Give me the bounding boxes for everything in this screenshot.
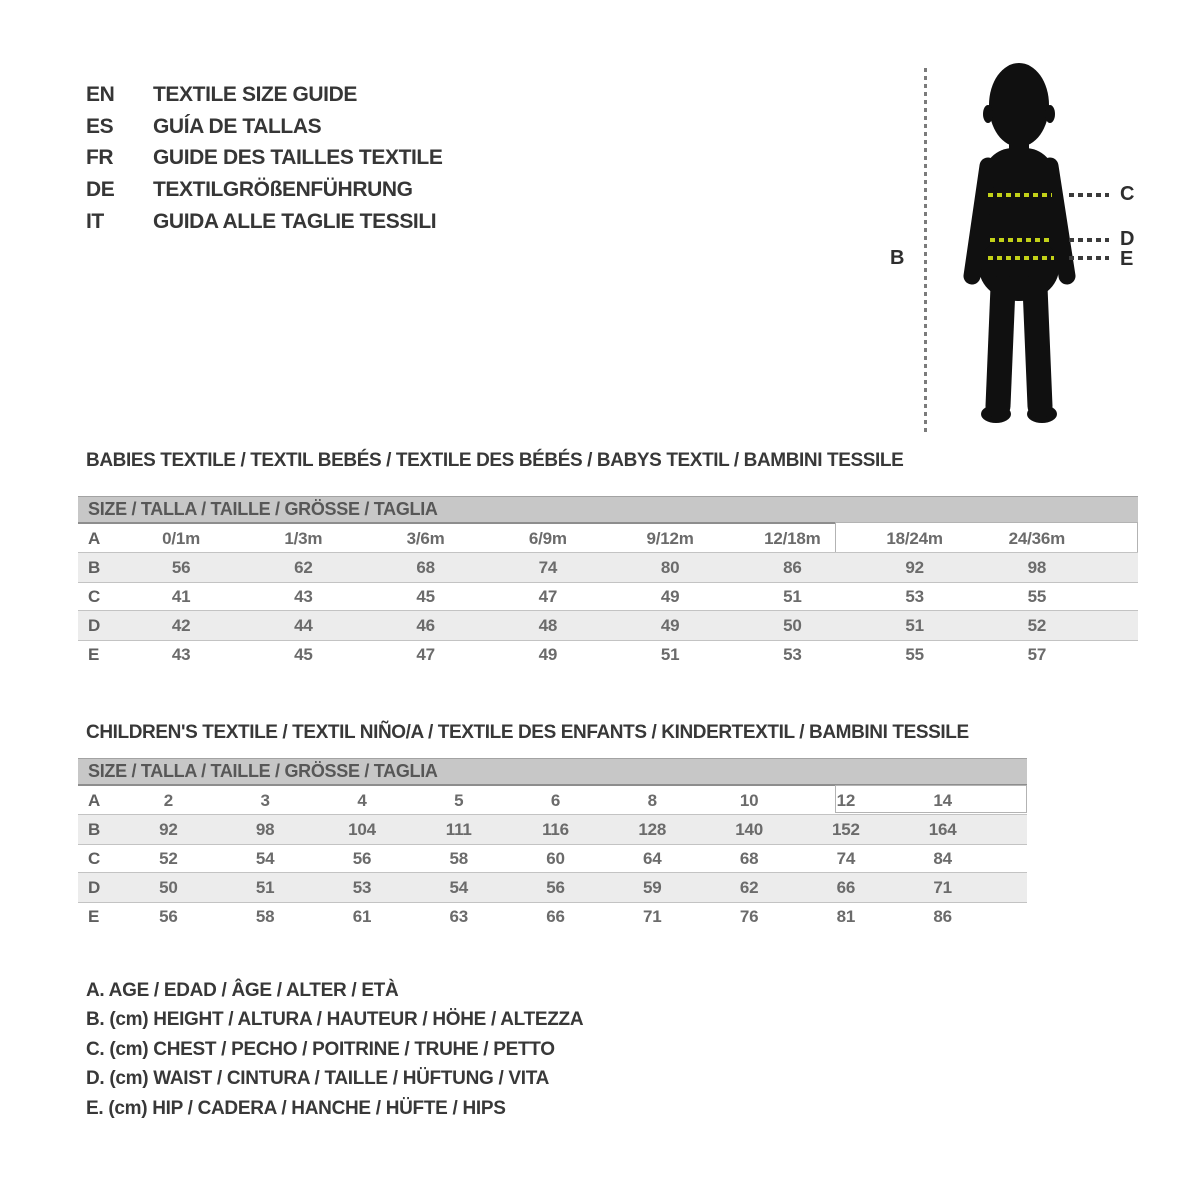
row-label: E [88,906,100,926]
table-cell: 71 [933,877,952,897]
table-cell: 41 [171,586,191,606]
row-label: B [88,557,101,577]
table-cell: 61 [352,906,372,926]
table-cell: 45 [294,644,313,664]
table-cell: 3/6m [406,528,445,548]
height-label: B [890,247,905,269]
row-label: D [88,877,101,897]
table-cell: 56 [352,848,372,868]
table-cell: 43 [294,586,313,606]
legend-item-hip: E. (cm) HIP / CADERA / HANCHE / HÜFTE / HIPS [86,1097,506,1119]
table-cell: 86 [933,906,952,926]
table-cell: 50 [783,615,802,635]
row-label: A [88,528,101,548]
table-cell: 47 [416,644,435,664]
table-cell: 6 [550,790,561,810]
table-cell: 54 [449,877,468,897]
table-cell: 62 [739,877,759,897]
table-cell: 49 [660,615,680,635]
table-cell: 58 [255,906,275,926]
table-cell: 12 [836,790,856,810]
legend-item-chest: C. (cm) CHEST / PECHO / POITRINE / TRUHE / PETTO [86,1038,555,1060]
language-row [86,143,442,175]
table-cell: 44 [294,615,313,635]
table-cell: 51 [783,586,802,606]
table-cell: 49 [538,644,558,664]
table-cell: 57 [1027,644,1047,664]
language-row [86,79,442,111]
table-row [78,640,1138,669]
table-cell: 18/24m [886,528,943,548]
table-cell: 98 [255,819,275,839]
table-cell: 74 [836,848,856,868]
table-cell: 55 [905,644,924,664]
table-cell: 56 [171,557,191,577]
table-row [78,524,1138,553]
table-cell: 51 [660,644,680,664]
table-cell: 51 [255,877,275,897]
hip-extension-line [1069,256,1109,260]
table-cell: 56 [159,906,178,926]
table-cell: 71 [643,906,662,926]
table-cell: 76 [739,906,759,926]
children-table-header: SIZE / TALLA / TAILLE / GRÖSSE / TAGLIA [78,758,1027,786]
legend-item-age: A. AGE / EDAD / ÂGE / ALTER / ETÀ [86,979,399,1001]
table-cell: 62 [294,557,313,577]
measurement-legend [86,976,583,1124]
table-cell: 46 [416,615,435,635]
table-cell: 47 [538,586,558,606]
table-cell: 54 [255,848,275,868]
table-cell: 51 [905,615,924,635]
language-code: EN [86,82,115,106]
table-cell: 74 [538,557,558,577]
table-row [78,582,1138,611]
table-cell: 43 [171,644,191,664]
table-cell: 68 [739,848,759,868]
hip-measure-line [988,256,1054,260]
table-cell: 12/18m [764,528,821,548]
table-cell: 9/12m [646,528,694,548]
child-silhouette [963,62,1085,430]
table-cell: 84 [933,848,952,868]
chest-measure-line [988,193,1052,197]
guide-title: TEXTILGRÖßENFÜHRUNG [153,178,413,202]
table-cell: 48 [538,615,558,635]
waist-measure-line [990,238,1052,242]
table-cell: 80 [660,557,680,577]
chest-extension-line [1069,193,1109,197]
table-cell: 50 [159,877,178,897]
hip-label: E [1120,248,1134,270]
table-cell: 81 [836,906,856,926]
table-cell: 5 [454,790,464,810]
table-cell: 10 [739,790,759,810]
legend-item-waist: D. (cm) WAIST / CINTURA / TAILLE / HÜFTUNG / VITA [86,1068,550,1090]
babies-table-header: SIZE / TALLA / TAILLE / GRÖSSE / TAGLIA [78,496,1138,524]
table-cell: 66 [546,906,565,926]
table-cell: 8 [647,790,657,810]
children-section-title: CHILDREN'S TEXTILE / TEXTIL NIÑO/A / TEXTILE DES ENFANTS / KINDERTEXTIL / BAMBINI TESSILE [86,722,969,743]
row-label: E [88,644,100,664]
table-cell: 164 [928,819,957,839]
babies-section-title: BABIES TEXTILE / TEXTIL BEBÉS / TEXTILE DES BÉBÉS / BABYS TEXTIL / BAMBINI TESSILE [86,450,904,471]
legend-item-height: B. (cm) HEIGHT / ALTURA / HAUTEUR / HÖHE / ALTEZZA [86,1009,584,1031]
table-cell: 45 [416,586,435,606]
table-cell: 111 [445,819,472,839]
language-code: ES [86,114,114,138]
table-cell: 3 [260,790,270,810]
row-label: C [88,848,101,868]
table-cell: 128 [638,819,667,839]
table-cell: 52 [159,848,178,868]
table-cell: 24/36m [1008,528,1066,548]
language-header [86,79,442,238]
table-cell: 52 [1027,615,1047,635]
table-cell: 42 [171,615,191,635]
language-row [86,174,442,206]
table-cell: 59 [643,877,662,897]
table-cell: 56 [546,877,565,897]
table-row [78,815,1027,844]
table-row [78,786,1027,815]
table-cell: 53 [352,877,372,897]
table-cell: 49 [660,586,680,606]
table-row [78,611,1138,640]
table-cell: 4 [357,790,367,810]
children-size-table [78,758,1027,931]
language-row [86,206,442,238]
guide-title: GUIDA ALLE TAGLIE TESSILI [153,210,437,234]
table-cell: 66 [836,877,856,897]
waist-extension-line [1069,238,1109,242]
table-cell: 6/9m [528,528,567,548]
table-cell: 58 [449,848,468,868]
table-cell: 140 [735,819,763,839]
language-code: FR [86,146,114,170]
table-cell: 55 [1027,586,1047,606]
table-row [78,553,1138,582]
table-cell: 104 [348,819,376,839]
table-cell: 86 [783,557,802,577]
table-cell: 60 [546,848,565,868]
row-label: C [88,586,101,606]
language-code: IT [86,210,104,234]
guide-title: GUIDE DES TAILLES TEXTILE [153,146,443,170]
table-cell: 92 [159,819,178,839]
table-cell: 68 [416,557,435,577]
table-cell: 92 [905,557,924,577]
table-cell: 152 [831,819,860,839]
guide-title: TEXTILE SIZE GUIDE [153,82,357,106]
table-cell: 98 [1027,557,1047,577]
guide-title: GUÍA DE TALLAS [153,114,322,138]
language-code: DE [86,178,115,202]
table-cell: 53 [783,644,802,664]
table-cell: 116 [542,819,569,839]
table-row [78,902,1027,931]
table-cell: 53 [905,586,924,606]
waist-label: D [1120,228,1135,250]
table-cell: 0/1m [162,528,201,548]
table-cell: 2 [163,790,174,810]
row-label: A [88,790,101,810]
table-cell: 64 [643,848,662,868]
language-row [86,111,442,143]
table-cell: 14 [933,790,952,810]
table-cell: 63 [449,906,468,926]
height-measure-line [924,68,927,432]
babies-size-table [78,496,1138,669]
table-row [78,844,1027,873]
row-label: B [88,819,101,839]
chest-label: C [1120,183,1135,205]
row-label: D [88,615,101,635]
table-row [78,873,1027,902]
table-cell: 1/3m [284,528,323,548]
